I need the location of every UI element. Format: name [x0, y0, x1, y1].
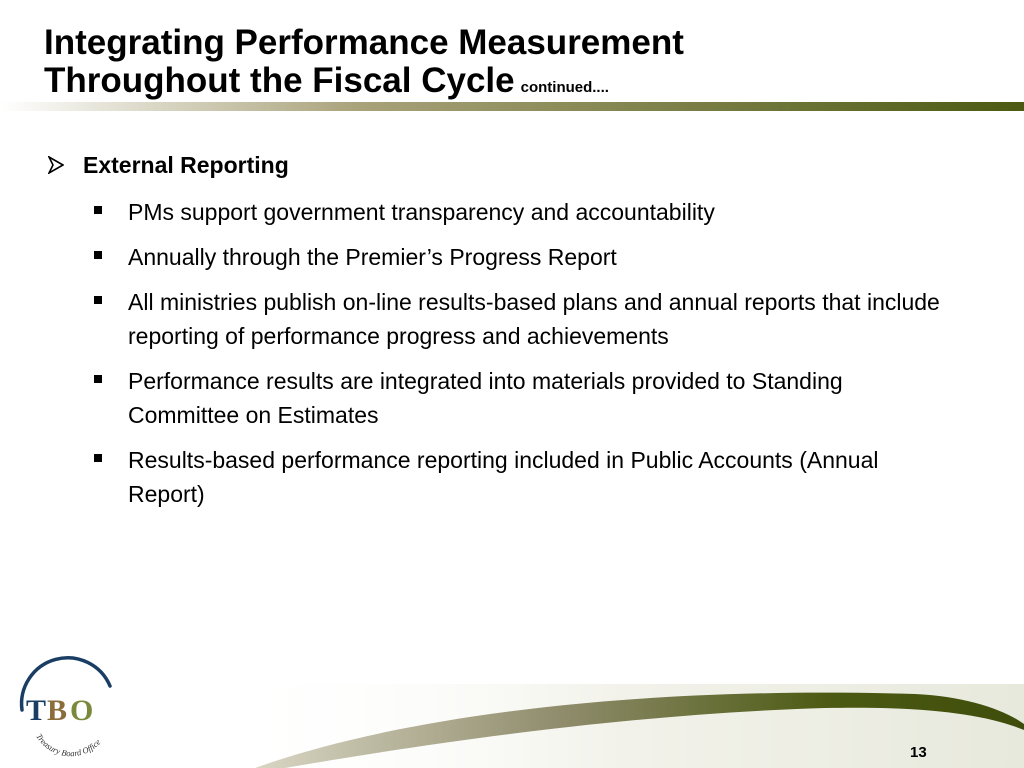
square-bullet-icon [94, 296, 102, 304]
section-heading-row [48, 150, 978, 184]
content-area [48, 150, 978, 511]
list-item [94, 195, 978, 229]
title-underline [0, 102, 1024, 111]
section-heading: External Reporting [83, 152, 289, 178]
bullet-text: Performance results are integrated into materials provided to Standing Committee on Estimates [128, 368, 843, 428]
square-bullet-icon [94, 251, 102, 259]
logo-caption: Treasury Board Office [34, 731, 103, 759]
logo-letter-t: T [26, 694, 47, 727]
logo-letter-o: O [70, 694, 94, 727]
page-number: 13 [910, 744, 927, 761]
square-bullet-icon [94, 206, 102, 214]
slide-title [44, 24, 944, 107]
title-line-2 [44, 62, 944, 107]
title-continued: continued.... [520, 79, 609, 96]
list-item [94, 285, 978, 353]
title-line-1: Integrating Performance Measurement [44, 23, 684, 62]
logo-letter-b: B [47, 694, 68, 727]
bullet-list [94, 195, 978, 511]
arrow-bullet-icon [48, 150, 83, 183]
footer-swoosh [225, 684, 1024, 768]
bullet-text: PMs support government transparency and accountability [128, 199, 715, 225]
square-bullet-icon [94, 375, 102, 383]
bullet-text: Results-based performance reporting included in Public Accounts (Annual Report) [128, 447, 879, 507]
list-item [94, 364, 978, 432]
bullet-text: All ministries publish on-line results-based plans and annual reports that include reporting of performance progress and achievements [128, 289, 940, 349]
title-line-2-text: Throughout the Fiscal Cycle [44, 61, 515, 100]
bullet-text: Annually through the Premier’s Progress Report [128, 244, 617, 270]
square-bullet-icon [94, 454, 102, 462]
tbo-logo [14, 652, 122, 760]
list-item [94, 240, 978, 274]
list-item [94, 443, 978, 511]
